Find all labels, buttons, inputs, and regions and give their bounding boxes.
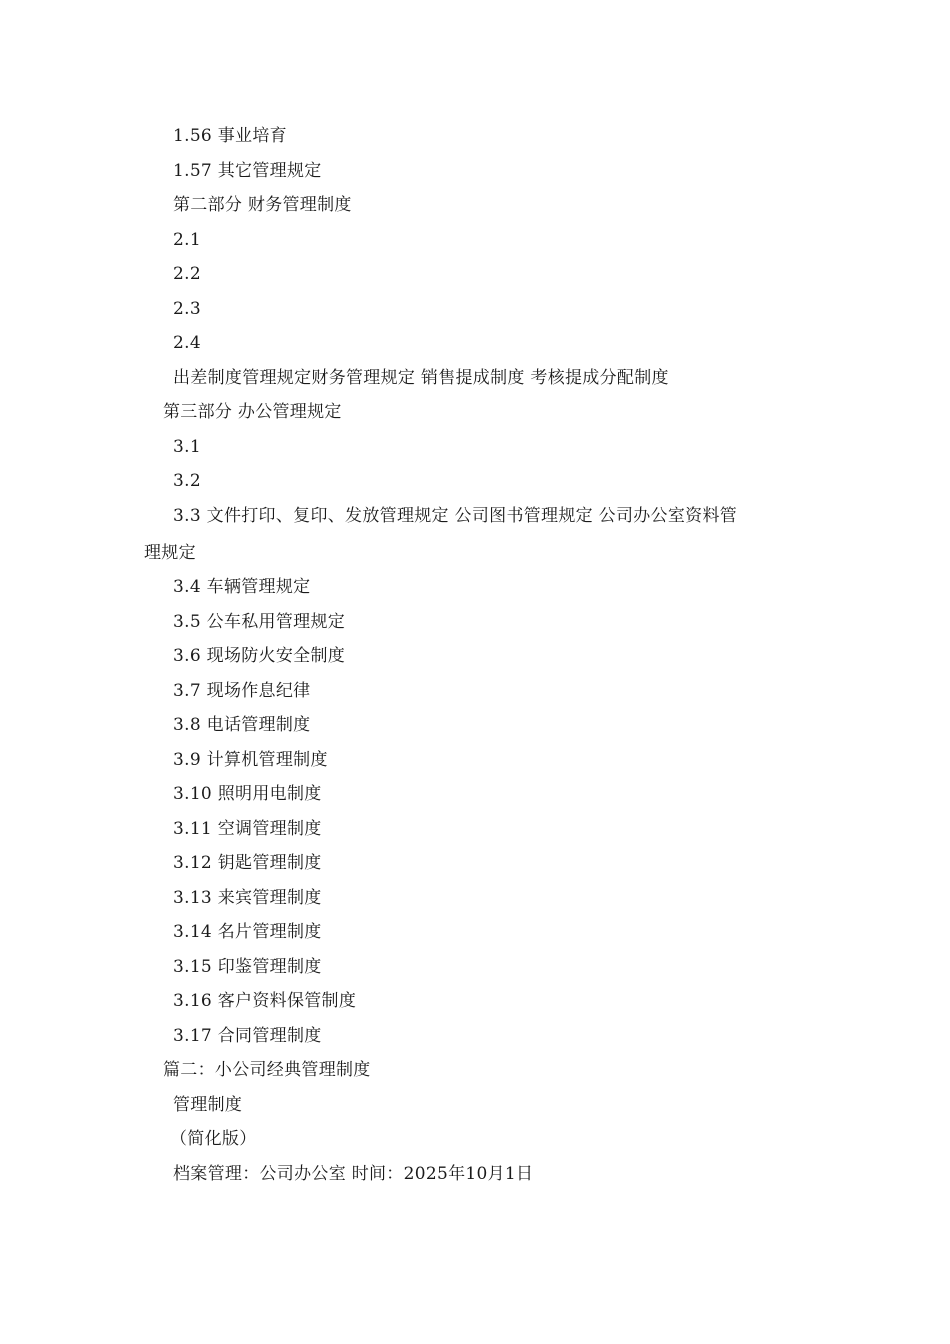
toc-item-3-1: 3.1 <box>173 437 201 457</box>
toc-titles-part-2: 出差制度管理规定财务管理规定 销售提成制度 考核提成分配制度 <box>173 368 669 388</box>
toc-item-3-3: 3.3 文件打印、复印、发放管理规定 公司图书管理规定 公司办公室资料管 <box>173 506 738 526</box>
section-heading-part-2: 第二部分 财务管理制度 <box>173 195 352 215</box>
article-title: 篇二：小公司经典管理制度 <box>163 1060 371 1080</box>
toc-item-3-9: 3.9 计算机管理制度 <box>173 750 328 770</box>
toc-item-3-15: 3.15 印鉴管理制度 <box>173 957 322 977</box>
archive-info: 档案管理：公司办公室 时间：2025年10月1日 <box>173 1164 534 1184</box>
edition-note: （简化版） <box>170 1129 257 1149</box>
toc-item-3-6: 3.6 现场防火安全制度 <box>173 646 346 666</box>
toc-item-2-2: 2.2 <box>173 264 201 284</box>
section-heading-part-3: 第三部分 办公管理规定 <box>163 402 342 422</box>
toc-item-3-10: 3.10 照明用电制度 <box>173 784 322 804</box>
toc-item-2-4: 2.4 <box>173 333 201 353</box>
toc-item-3-13: 3.13 来宾管理制度 <box>173 888 322 908</box>
toc-item-1-57: 1.57 其它管理规定 <box>173 161 322 181</box>
toc-item-3-16: 3.16 客户资料保管制度 <box>173 991 357 1011</box>
toc-item-1-56: 1.56 事业培育 <box>173 126 287 146</box>
toc-item-3-4: 3.4 车辆管理规定 <box>173 577 311 597</box>
toc-item-2-3: 2.3 <box>173 299 201 319</box>
toc-item-3-8: 3.8 电话管理制度 <box>173 715 311 735</box>
document-heading: 管理制度 <box>173 1095 243 1115</box>
toc-item-3-2: 3.2 <box>173 471 201 491</box>
toc-item-3-12: 3.12 钥匙管理制度 <box>173 853 322 873</box>
toc-item-3-7: 3.7 现场作息纪律 <box>173 681 311 701</box>
toc-item-2-1: 2.1 <box>173 230 201 250</box>
toc-item-3-11: 3.11 空调管理制度 <box>173 819 322 839</box>
toc-item-3-5: 3.5 公车私用管理规定 <box>173 612 346 632</box>
toc-item-3-3-continued: 理规定 <box>144 543 196 563</box>
toc-item-3-17: 3.17 合同管理制度 <box>173 1026 322 1046</box>
toc-item-3-14: 3.14 名片管理制度 <box>173 922 322 942</box>
